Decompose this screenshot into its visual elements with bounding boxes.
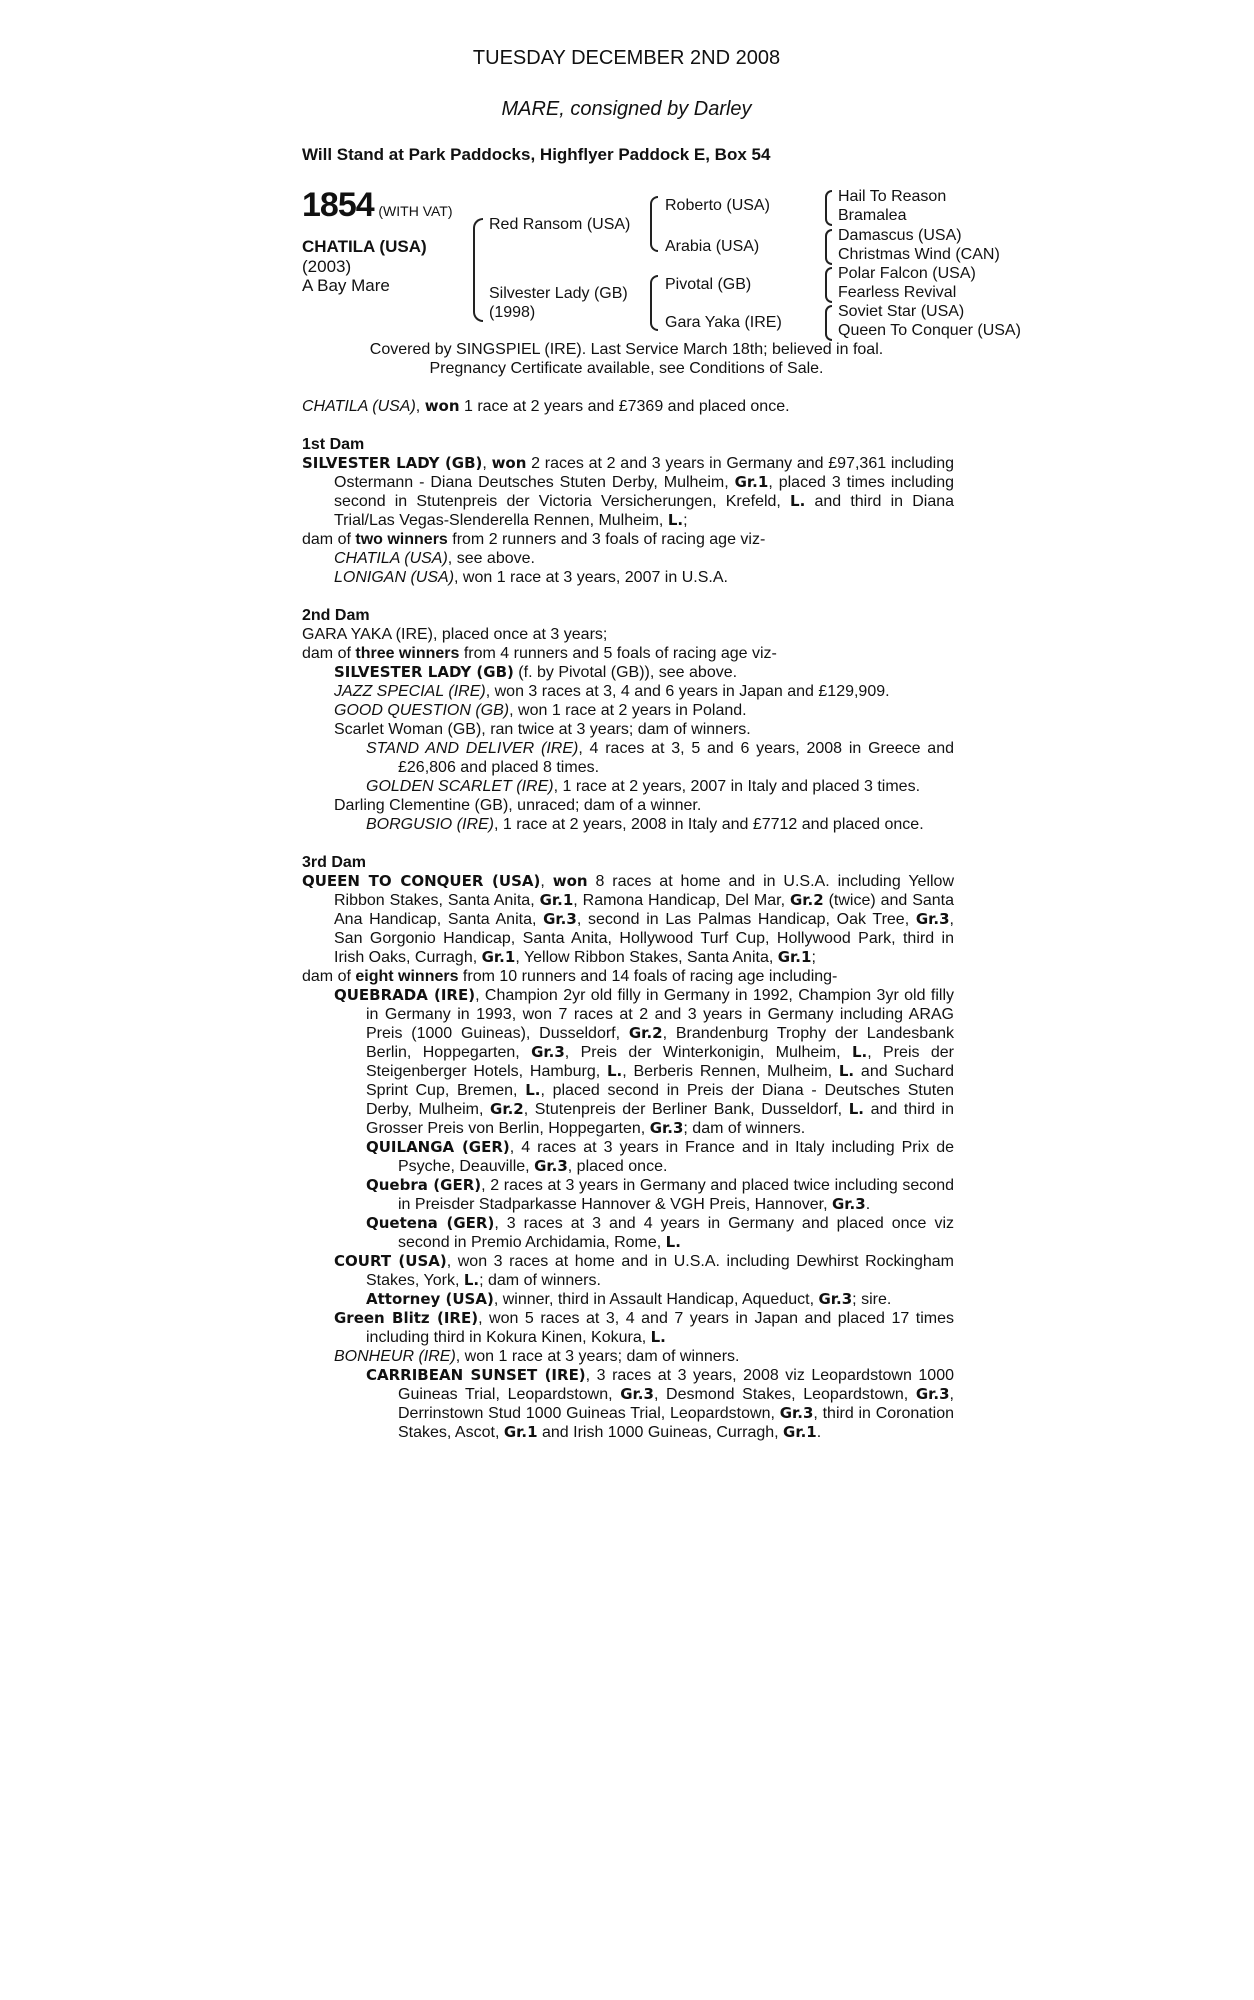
dam3-grandfoal: Attorney (USA), winner, third in Assault Handicap, Aqueduct, Gr.3; sire. [366, 1290, 892, 1308]
pedigree-gen3-3: Damascus (USA) [838, 227, 962, 244]
dam2-grandfoal: GOLDEN SCARLET (IRE), 1 race at 2 years, 2007 in Italy and placed 3 times. [366, 778, 921, 795]
horse-description: A Bay Mare [302, 276, 390, 295]
pedigree-gen3-2: Bramalea [838, 207, 907, 224]
pedigree-dam-dam: Gara Yaka (IRE) [665, 314, 782, 331]
consignment-line: MARE, consigned by Darley [501, 98, 752, 120]
dam1-record: SILVESTER LADY (GB), won 2 races at 2 and 3 years in Germany and £97,361 including Ostermann - Diana Deutsches Stuten Derby, Mulheim, Gr.1, placed 3 times including second in Stutenpreis der Victoria Versicherungen, Krefeld, L. and third in Diana Trial/Las Vegas-Slenderella Rennen, Mulheim, L.; [302, 454, 955, 529]
dam3-foal: QUEBRADA (IRE), Champion 2yr old filly in Germany in 1992, Champion 3yr old filly in Germany in 1993, won 7 races at 2 and 3 years in Germany including ARAG Preis (1000 Guineas), Dusseldorf, Gr.2, Brandenburg Trophy der Landesbank Berlin, Hoppegarten, Gr.3, Preis der Winterkonigin, Mulheim, L., Preis der Steigenberger Hotels, Hamburg, L., Berberis Rennen, Mulheim, L. and Suchard Sprint Cup, Bremen, L., placed second in Preis der Diana - Deutsches Stuten Derby, Mulheim, Gr.2, Stutenpreis der Berliner Bank, Dusseldorf, L. and third in Grosser Preis von Berlin, Hoppegarten, Gr.3; dam of winners. [334, 986, 955, 1137]
lot-number-block [302, 186, 453, 224]
dam2-produce-summary: dam of three winners from 4 runners and 5 foals of racing age viz- [302, 645, 777, 662]
pedigree-gen3-7: Soviet Star (USA) [838, 303, 965, 320]
dam2-foal: JAZZ SPECIAL (IRE), won 3 races at 3, 4 and 6 years in Japan and £129,909. [334, 683, 890, 700]
pedigree-gen3-1: Hail To Reason [838, 188, 947, 205]
dam2-record: GARA YAKA (IRE), placed once at 3 years; [302, 626, 608, 643]
dam1-heading: 1st Dam [302, 436, 365, 453]
dam3-grandfoal: Quetena (GER), 3 races at 3 and 4 years in Germany and placed once viz second in Premio Archidamia, Rome, L. [366, 1214, 955, 1251]
pedigree-sire-dam: Arabia (USA) [665, 238, 760, 255]
horse-summary: CHATILA (USA), won 1 race at 2 years and £7369 and placed once. [302, 397, 790, 415]
dam2-grandfoal: BORGUSIO (IRE), 1 race at 2 years, 2008 in Italy and £7712 and placed once. [366, 816, 924, 833]
pedigree-dam-year: (1998) [489, 304, 536, 321]
dam1-produce-summary: dam of two winners from 2 runners and 3 foals of racing age viz- [302, 531, 766, 548]
dam2-foal: SILVESTER LADY (GB) (f. by Pivotal (GB)), see above. [334, 663, 738, 681]
dam1-foal: LONIGAN (USA), won 1 race at 3 years, 2007 in U.S.A. [334, 569, 728, 586]
dam3-grandfoal: Quebra (GER), 2 races at 3 years in Germany and placed twice including second in Preisder Stadparkasse Hannover & VGH Preis, Hannover, Gr.3. [366, 1176, 954, 1213]
dam3-foal: Green Blitz (IRE), won 5 races at 3, 4 and 7 years in Japan and placed 17 times including third in Kokura Kinen, Kokura, L. [334, 1309, 955, 1346]
dam2-foal: GOOD QUESTION (GB), won 1 race at 2 years in Poland. [334, 702, 747, 719]
stand-location: Will Stand at Park Paddocks, Highflyer Paddock E, Box 54 [302, 145, 771, 164]
pedigree-gen3-4: Christmas Wind (CAN) [838, 246, 1000, 263]
lot-number: 1854 [302, 186, 374, 224]
horse-year: (2003) [302, 257, 352, 276]
dam2-heading: 2nd Dam [302, 607, 370, 624]
dam3-foal: BONHEUR (IRE), won 1 race at 3 years; dam of winners. [334, 1348, 740, 1365]
pedigree-gen3-5: Polar Falcon (USA) [838, 265, 976, 282]
dam3-record: QUEEN TO CONQUER (USA), won 8 races at home and in U.S.A. including Yellow Ribbon Stakes, Santa Anita, Gr.1, Ramona Handicap, Del Mar, Gr.2 (twice) and Santa Ana Handicap, Santa Anita, Gr.3, second in Las Palmas Handicap, Oak Tree, Gr.3, San Gorgonio Handicap, Santa Anita, Hollywood Turf Cup, Hollywood Park, third in Irish Oaks, Curragh, Gr.1, Yellow Ribbon Stakes, Santa Anita, Gr.1; [302, 872, 955, 966]
pedigree-brace-main [473, 218, 483, 322]
sale-date: TUESDAY DECEMBER 2ND 2008 [472, 47, 781, 69]
dam2-grandfoal: STAND AND DELIVER (IRE), 4 races at 3, 5 and 6 years, 2008 in Greece and £26,806 and placed 8 times. [366, 740, 955, 776]
pedigree-brace-sire [650, 196, 658, 252]
pedigree-dam-sire: Pivotal (GB) [665, 276, 752, 293]
dam2-foal: Scarlet Woman (GB), ran twice at 3 years; dam of winners. [334, 721, 751, 738]
dam3-foal: COURT (USA), won 3 races at home and in U.S.A. including Dewhirst Rockingham Stakes, York, L.; dam of winners. [334, 1252, 954, 1289]
produce-record [302, 397, 954, 1442]
pedigree-sire: Red Ransom (USA) [489, 216, 631, 233]
pedigree-brace-dam [650, 275, 658, 331]
horse-name: CHATILA (USA) [302, 237, 427, 256]
pedigree-brace-g1 [825, 190, 832, 226]
pedigree-sire-sire: Roberto (USA) [665, 197, 770, 214]
dam3-grandfoal: CARRIBEAN SUNSET (IRE), 3 races at 3 years, 2008 viz Leopardstown 1000 Guineas Trial, Leopardstown, Gr.3, Desmond Stakes, Leopardstown, Gr.3, Derrinstown Stud 1000 Guineas Trial, Leopardstown, Gr.3, third in Coronation Stakes, Ascot, Gr.1 and Irish 1000 Guineas, Curragh, Gr.1. [366, 1366, 954, 1441]
dam3-heading: 3rd Dam [302, 854, 367, 871]
vat-note: (WITH VAT) [378, 203, 453, 219]
dam3-grandfoal: QUILANGA (GER), 4 races at 3 years in France and in Italy including Prix de Psyche, Deauville, Gr.3, placed once. [366, 1138, 954, 1175]
dam1-foal: CHATILA (USA), see above. [334, 550, 535, 567]
pedigree-brace-g4 [825, 305, 832, 341]
covering-line-1: Covered by SINGSPIEL (IRE). Last Service March 18th; believed in foal. [369, 341, 884, 358]
covering-line-2: Pregnancy Certificate available, see Conditions of Sale. [429, 360, 824, 377]
pedigree-gen3-6: Fearless Revival [838, 284, 957, 301]
dam3-produce-summary: dam of eight winners from 10 runners and 14 foals of racing age including- [302, 968, 838, 985]
pedigree-dam: Silvester Lady (GB) [489, 285, 628, 302]
pedigree-brace-g2 [825, 229, 832, 265]
pedigree-gen3-8: Queen To Conquer (USA) [838, 322, 1021, 339]
dam2-foal: Darling Clementine (GB), unraced; dam of a winner. [334, 797, 702, 814]
pedigree-brace-g3 [825, 267, 832, 303]
